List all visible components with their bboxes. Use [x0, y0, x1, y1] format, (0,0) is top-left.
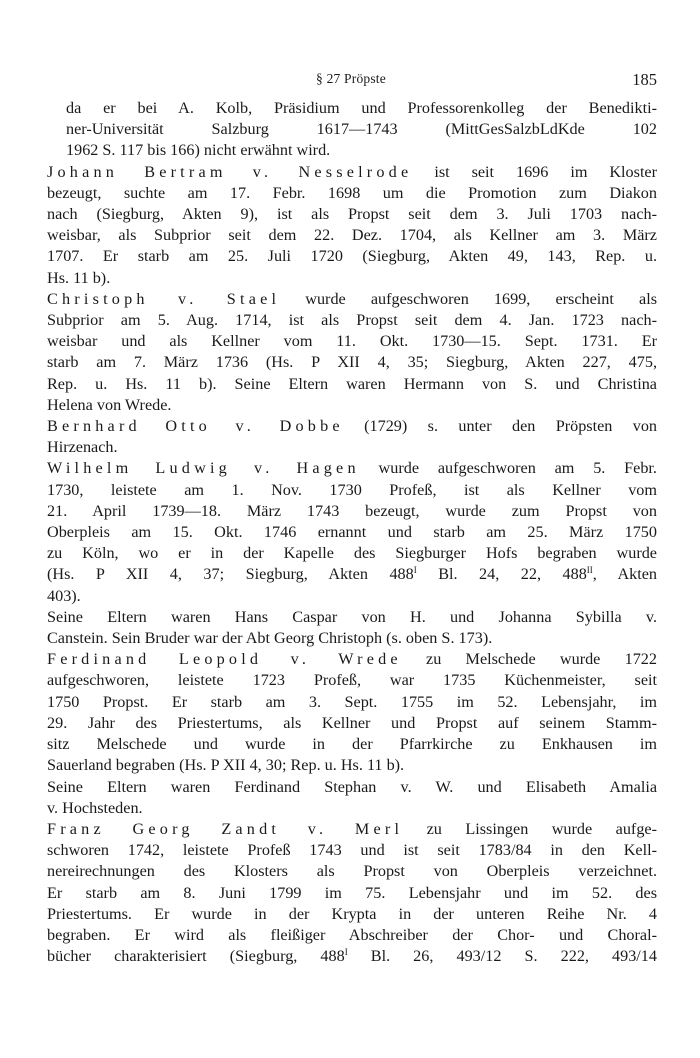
page-number: 185 [632, 70, 657, 89]
entry-bernhard-otto-dobbe [47, 416, 657, 458]
text-line: Sauerland begraben (Hs. P XII 4, 30; Rep. u. Hs. 11 b). [47, 756, 405, 775]
text-line: Seine Eltern waren Hans Caspar von H. und Johanna Sybilla v. [47, 607, 657, 626]
text-line: (Hs. P XII 4, 37; Siegburg, Akten $488^I$ Bl. 24, 22, $488^{II}$, Akten [47, 565, 658, 584]
entry-wilhelm-ludwig-hagen [47, 458, 657, 649]
entry-christoph-stael [47, 289, 657, 416]
text-line: bücher charakterisiert (Siegburg, $488^I$ Bl. 26, 493/12 S. 222, 493/14 [47, 947, 657, 966]
text-line: nereirechnungen des Klosters als Propst von Oberpleis verzeichnet. [47, 862, 657, 881]
entry-name: Franz Georg Zandt [47, 819, 281, 838]
entry-name: Johann Bertram [47, 162, 227, 181]
entry-first-line-text: zu Melschede wurde 1722 [401, 650, 657, 669]
entry-first-line-text: wurde aufgeschworen am 5. Febr. [359, 459, 657, 478]
text-line: v. Hochsteden. [47, 798, 143, 817]
entry-first-line-text: wurde aufgeschworen 1699, erscheint als [280, 289, 657, 308]
text-line: Helena von Wrede. [47, 395, 172, 414]
text-line: 1962 S. 117 bis 166) nicht erwähnt wird. [66, 141, 331, 160]
entry-name-rest: v. Stael [148, 289, 281, 308]
text-line: ner-Universität Salzburg 1617—1743 (MittGesSalzbLdKde 102 [66, 120, 657, 139]
text-line: weisbar, als Subprior seit dem 22. Dez. 1704, als Kellner am 3. März [47, 226, 657, 245]
entry-first-line [47, 458, 657, 479]
entry-first-line [47, 819, 657, 840]
text-line: da er bei A. Kolb, Präsidium und Professorenkolleg der Benedikti- [66, 99, 657, 117]
text-line: Canstein. Sein Bruder war der Abt Georg Christoph (s. oben S. 173). [47, 629, 493, 648]
text-line: Seine Eltern waren Ferdinand Stephan v. W. und Elisabeth Amalia [47, 777, 657, 796]
text-line: sitz Melschede und wurde in der Pfarrkirche zu Enkhausen im [47, 735, 657, 754]
text-line: nach (Siegburg, Akten 9), ist als Propst seit dem 3. Juli 1703 nach- [47, 205, 657, 224]
entry-name-rest: v. Wrede [262, 650, 402, 669]
entry-franz-georg-zandt-merl [47, 819, 657, 967]
text-line: 29. Jahr des Priestertums, als Kellner und Propst auf seinem Stamm- [47, 713, 657, 732]
entry-first-line-text: zu Lissingen wurde aufge- [403, 819, 657, 838]
text-line: Subprior am 5. Aug. 1714, ist als Propst seit dem 4. Jan. 1723 nach- [47, 311, 657, 330]
entry-name-rest: v. Merl [280, 819, 404, 838]
entry-first-line-text: (1729) s. unter den Pröpsten von [343, 417, 658, 436]
text-line: Oberpleis am 15. Okt. 1746 ernannt und starb am 25. März 1750 [47, 523, 657, 542]
entry-first-line [47, 416, 658, 437]
entry-name-rest: v. Hagen [230, 459, 360, 478]
text-line: zu Köln, wo er in der Kapelle des Siegburger Hofs begraben wurde [47, 544, 657, 563]
text-line: Hs. 11 b). [47, 268, 111, 287]
entry-johann-bertram [47, 162, 657, 289]
text-line: 403). [47, 586, 81, 605]
text-line: Rep. u. Hs. 11 b). Seine Eltern waren Hermann von S. und Christina [47, 374, 657, 393]
entry-first-line [47, 289, 657, 310]
text-line: aufgeschworen, leistete 1723 Profeß, war 1735 Küchenmeister, seit [47, 671, 657, 690]
entry-continuation [47, 98, 657, 162]
text-line: 1730, leistete am 1. Nov. 1730 Profeß, ist als Kellner vom [47, 480, 657, 499]
entry-name-rest: v. Nesselrode [226, 162, 413, 181]
text-line: Hirzenach. [47, 438, 118, 457]
text-line: 1750 Propst. Er starb am 3. Sept. 1755 im 52. Lebensjahr, im [47, 692, 657, 711]
running-header [45, 71, 657, 93]
text-line: weisbar und als Kellner vom 11. Okt. 1730—15. Sept. 1731. Er [47, 332, 657, 351]
text-line: 21. April 1739—18. März 1743 bezeugt, wurde zum Propst von [47, 501, 657, 520]
entry-name: Christoph [47, 289, 149, 308]
entry-name-rest: v. Dobbe [210, 417, 344, 436]
text-line: bezeugt, suchte am 17. Febr. 1698 um die Promotion zum Diakon [47, 183, 657, 202]
entry-first-line [47, 649, 657, 670]
entry-first-line-text: ist seit 1696 im Kloster [412, 162, 658, 181]
text-line: begraben. Er wird als fleißiger Abschreiber der Chor- und Choral- [47, 925, 657, 944]
entry-name: Wilhelm Ludwig [47, 459, 231, 478]
section-title: § 27 Pröpste [316, 71, 386, 86]
entry-name: Ferdinand Leopold [47, 650, 263, 669]
body-text [47, 98, 657, 967]
entry-ferdinand-leopold-wrede [47, 649, 657, 819]
text-line: schworen 1742, leistete Profeß 1743 und ist seit 1783/84 in den Kell- [47, 841, 657, 860]
entry-name: Bernhard Otto [47, 417, 211, 436]
text-line: Er starb am 8. Juni 1799 im 75. Lebensjahr und im 52. des [47, 883, 657, 902]
text-line: starb am 7. März 1736 (Hs. P XII 4, 35; Siegburg, Akten 227, 475, [47, 353, 657, 372]
text-line: Priestertums. Er wurde in der Krypta in der unteren Reihe Nr. 4 [47, 904, 657, 923]
entry-first-line [47, 162, 658, 183]
text-line: 1707. Er starb am 25. Juli 1720 (Siegburg, Akten 49, 143, Rep. u. [47, 247, 657, 266]
